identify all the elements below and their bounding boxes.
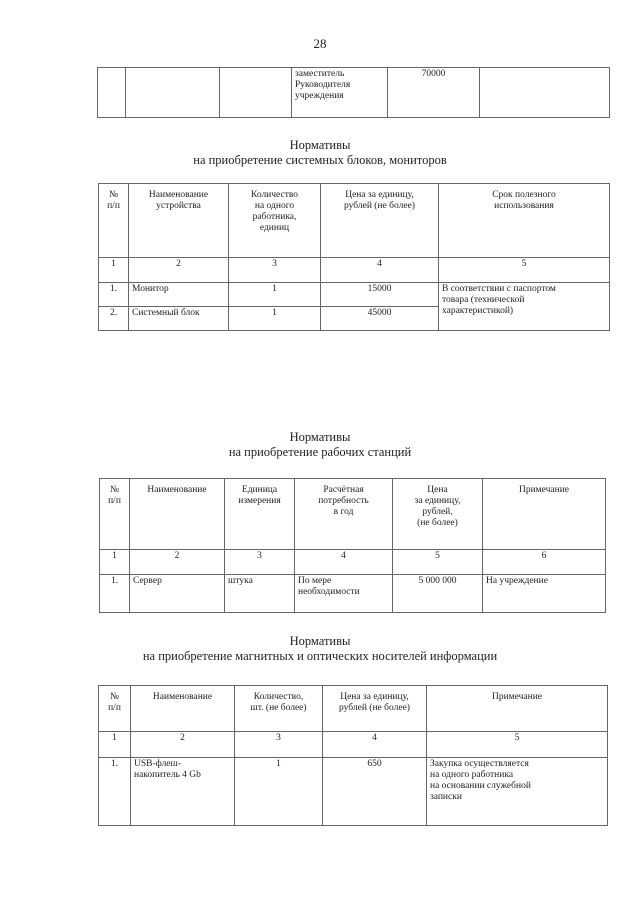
row-num: 1.: [99, 758, 131, 826]
column-number: 2: [130, 550, 225, 575]
section3-heading: [0, 634, 640, 664]
row-num: 1.: [100, 575, 130, 613]
column-number: 1: [99, 732, 131, 758]
column-number: 2: [131, 732, 235, 758]
table-row: [99, 758, 608, 826]
column-number: 5: [427, 732, 608, 758]
header-unit: Единица измерения: [225, 479, 295, 550]
row-name: Монитор: [129, 283, 229, 307]
header-price: Цена за единицу, рублей (не более): [323, 686, 427, 732]
row-name: USB-флеш- накопитель 4 Gb: [131, 758, 235, 826]
section2-title: Нормативы: [289, 430, 351, 444]
row-qty: 1: [235, 758, 323, 826]
workstations-table: [99, 478, 606, 613]
row-price: 650: [323, 758, 427, 826]
column-number: 1: [99, 258, 129, 283]
cell-empty: [480, 68, 610, 118]
header-price: Цена за единицу, рублей (не более): [321, 184, 439, 258]
column-number: 1: [100, 550, 130, 575]
column-number: 4: [321, 258, 439, 283]
row-price: 15000: [321, 283, 439, 307]
column-number: 4: [295, 550, 393, 575]
header-num: № п/п: [100, 479, 130, 550]
column-number: 5: [439, 258, 610, 283]
page-number: 28: [313, 36, 327, 51]
row-price: 45000: [321, 307, 439, 331]
row-qty: 1: [229, 283, 321, 307]
row-need: По мере необходимости: [295, 575, 393, 613]
header-price: Цена за единицу, рублей, (не более): [393, 479, 483, 550]
section1-subtitle: на приобретение системных блоков, мониторов: [193, 153, 447, 167]
price-cell: 70000: [388, 68, 480, 118]
position-cell: заместитель Руководителя учреждения: [292, 68, 388, 118]
section1-title: Нормативы: [289, 138, 351, 152]
systems-table: [98, 183, 610, 331]
table-row: [100, 575, 606, 613]
continuation-table: [97, 67, 610, 118]
cell-empty: [98, 68, 126, 118]
column-number: 3: [225, 550, 295, 575]
section2-subtitle: на приобретение рабочих станций: [228, 445, 412, 459]
row-name: Системный блок: [129, 307, 229, 331]
column-number: 5: [393, 550, 483, 575]
section2-heading: [0, 430, 640, 460]
column-number: 3: [229, 258, 321, 283]
header-note: Примечание: [483, 479, 606, 550]
column-number: 4: [323, 732, 427, 758]
header-term: Срок полезного использования: [439, 184, 610, 258]
header-name: Наименование: [130, 479, 225, 550]
header-qty: Количество, шт. (не более): [235, 686, 323, 732]
term-cell: В соответствии с паспортом товара (технической характеристикой): [439, 283, 610, 331]
row-name: Сервер: [130, 575, 225, 613]
section3-title: Нормативы: [289, 634, 351, 648]
section3-subtitle: на приобретение магнитных и оптических носителей информации: [142, 649, 498, 663]
column-number: 2: [129, 258, 229, 283]
header-num: № п/п: [99, 184, 129, 258]
header-need: Расчётная потребность в год: [295, 479, 393, 550]
header-qty: Количество на одного работника, единиц: [229, 184, 321, 258]
header-note: Примечание: [427, 686, 608, 732]
table-row: [99, 283, 610, 307]
row-num: 2.: [99, 307, 129, 331]
header-num: № п/п: [99, 686, 131, 732]
section1-heading: [0, 138, 640, 168]
cell-empty: [220, 68, 292, 118]
column-number: 6: [483, 550, 606, 575]
row-price: 5 000 000: [393, 575, 483, 613]
row-note: На учреждение: [483, 575, 606, 613]
row-note: Закупка осуществляется на одного работника на основании служебной записки: [427, 758, 608, 826]
header-name: Наименование: [131, 686, 235, 732]
row-num: 1.: [99, 283, 129, 307]
header-name: Наименование устройства: [129, 184, 229, 258]
row-qty: 1: [229, 307, 321, 331]
cell-empty: [126, 68, 220, 118]
media-table: [98, 685, 608, 826]
column-number: 3: [235, 732, 323, 758]
row-unit: штука: [225, 575, 295, 613]
